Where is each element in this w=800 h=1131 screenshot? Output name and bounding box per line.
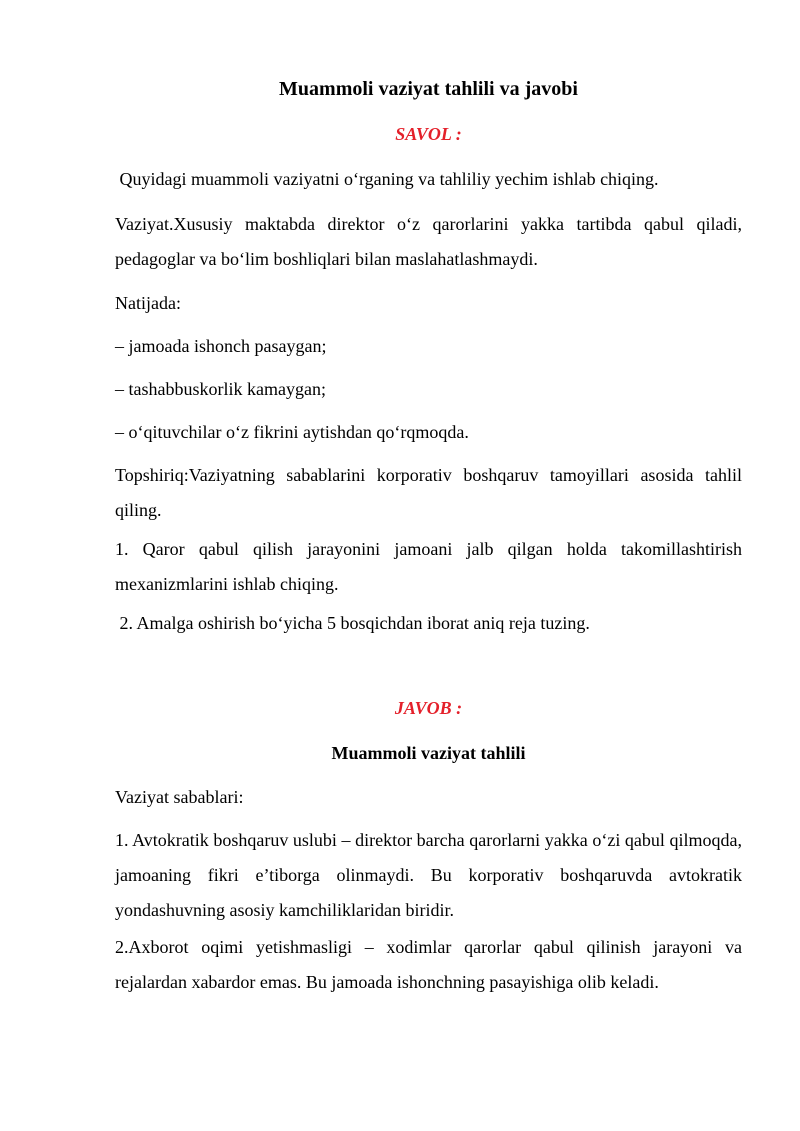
cause-item: 2.Axborot oqimi yetishmasligi – xodimlar qarorlar qabul qilinish jarayoni va rejalardan xabardor emas. Bu jamoada ishonchning pasayishiga olib keladi. xyxy=(115,937,742,992)
javob-heading: JAVOB : xyxy=(394,698,463,718)
task-paragraph: Topshiriq:Vaziyatning sabablarini korporativ boshqaruv tamoyillari asosida tahlil qiling. xyxy=(115,465,742,520)
task-item: 1. Qaror qabul qilish jarayonini jamoani jalb qilgan holda takomillashtirish mexanizmlarini ishlab chiqing. xyxy=(115,539,742,594)
task-item: 2. Amalga oshirish bo‘yicha 5 bosqichdan iborat aniq reja tuzing. xyxy=(115,613,590,633)
causes-label: Vaziyat sabablari: xyxy=(115,787,244,807)
document-title: Muammoli vaziyat tahlili va javobi xyxy=(279,78,578,100)
intro-paragraph: Quyidagi muammoli vaziyatni o‘rganing va tahliliy yechim ishlab chiqing. xyxy=(115,169,659,189)
result-item: – tashabbuskorlik kamaygan; xyxy=(115,379,326,399)
result-item: – jamoada ishonch pasaygan; xyxy=(115,336,327,356)
cause-item: 1. Avtokratik boshqaruv uslubi – direktor barcha qarorlarni yakka o‘zi qabul qilmoqda, jamoaning fikri e’tiborga olinmaydi. Bu korporativ boshqaruvda avtokratik yondashuvning asosiy kamchiliklaridan biridir. xyxy=(115,830,742,920)
result-label: Natijada: xyxy=(115,293,181,313)
result-item: – o‘qituvchilar o‘z fikrini aytishdan qo‘rqmoqda. xyxy=(115,422,469,442)
savol-heading: SAVOL : xyxy=(395,124,462,144)
situation-paragraph: Vaziyat.Xususiy maktabda direktor o‘z qarorlarini yakka tartibda qabul qiladi, pedagoglar va bo‘lim boshliqlari bilan maslahatlashmaydi. xyxy=(115,214,742,269)
analysis-title: Muammoli vaziyat tahlili xyxy=(331,743,526,763)
